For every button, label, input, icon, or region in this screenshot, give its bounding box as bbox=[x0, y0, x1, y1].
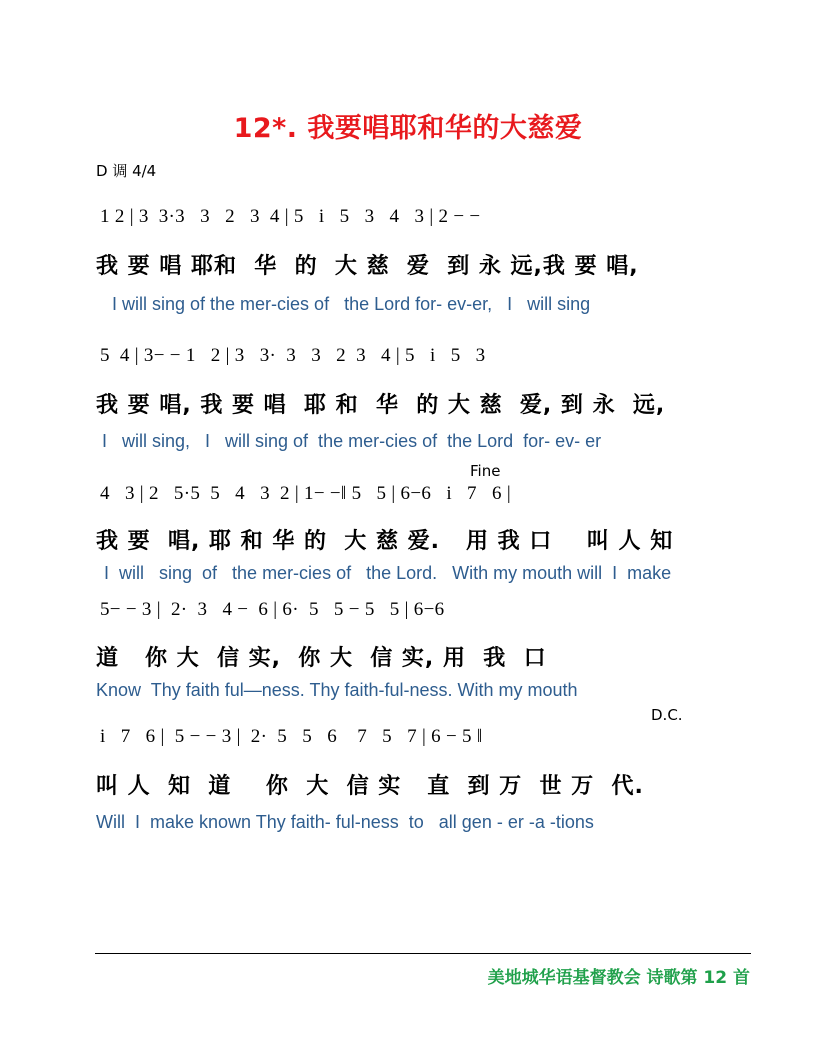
notation-line-3: 4 3 | 2 5·5 5 4 3 2 | 1− −‖ 5 5 | 6−6 i 7 6 | bbox=[100, 483, 511, 504]
fine-marking: Fine bbox=[470, 462, 501, 480]
english-lyrics-line-3: I will sing of the mer-cies of the Lord. With my mouth will I make bbox=[104, 563, 672, 583]
song-title: 12*. 我要唱耶和华的大慈爱 bbox=[233, 113, 583, 144]
dc-marking: D.C. bbox=[651, 706, 683, 724]
chinese-lyrics-line-1: 我 要 唱 耶和 华 的 大 慈 爱 到 永 远,我 要 唱, bbox=[96, 254, 639, 279]
notation-line-1: 1 2 | 3 3·3 3 2 3 4 | 5 i 5 3 4 3 | 2 − − bbox=[100, 206, 481, 227]
chinese-lyrics-line-3: 我 要 唱, 耶 和 华 的 大 慈 爱. 用 我 口 叫 人 知 bbox=[96, 529, 674, 554]
english-lyrics-line-4: Know Thy faith ful—ness. Thy faith-ful-ness. With my mouth bbox=[96, 680, 578, 700]
key-signature: D 调 4/4 bbox=[96, 162, 157, 180]
english-lyrics-line-5: Will I make known Thy faith- ful-ness to all gen - er -a -tions bbox=[96, 812, 594, 832]
english-lyrics-line-1: I will sing of the mer-cies of the Lord for- ev-er, I will sing bbox=[112, 294, 591, 314]
footer-church-name: 美地城华语基督教会 诗歌第 12 首 bbox=[487, 968, 750, 988]
notation-line-4: 5− − 3 | 2· 3 4 − 6 | 6· 5 5 − 5 5 | 6−6 bbox=[100, 599, 445, 620]
notation-line-5: i 7 6 | 5 − − 3 | 2· 5 5 6 7 5 7 | 6 − 5 ‖ bbox=[100, 726, 483, 747]
chinese-lyrics-line-2: 我 要 唱, 我 要 唱 耶 和 华 的 大 慈 爱, 到 永 远, bbox=[96, 393, 666, 418]
notation-line-2: 5 4 | 3− − 1 2 | 3 3· 3 3 2 3 4 | 5 i 5 3 bbox=[100, 345, 486, 366]
footer-divider bbox=[95, 953, 751, 954]
english-lyrics-line-2: I will sing, I will sing of the mer-cies of the Lord for- ev- er bbox=[102, 431, 602, 451]
chinese-lyrics-line-5: 叫 人 知 道 你 大 信 实 直 到 万 世 万 代. bbox=[96, 774, 644, 799]
chinese-lyrics-line-4: 道 你 大 信 实, 你 大 信 实, 用 我 口 bbox=[96, 646, 547, 671]
